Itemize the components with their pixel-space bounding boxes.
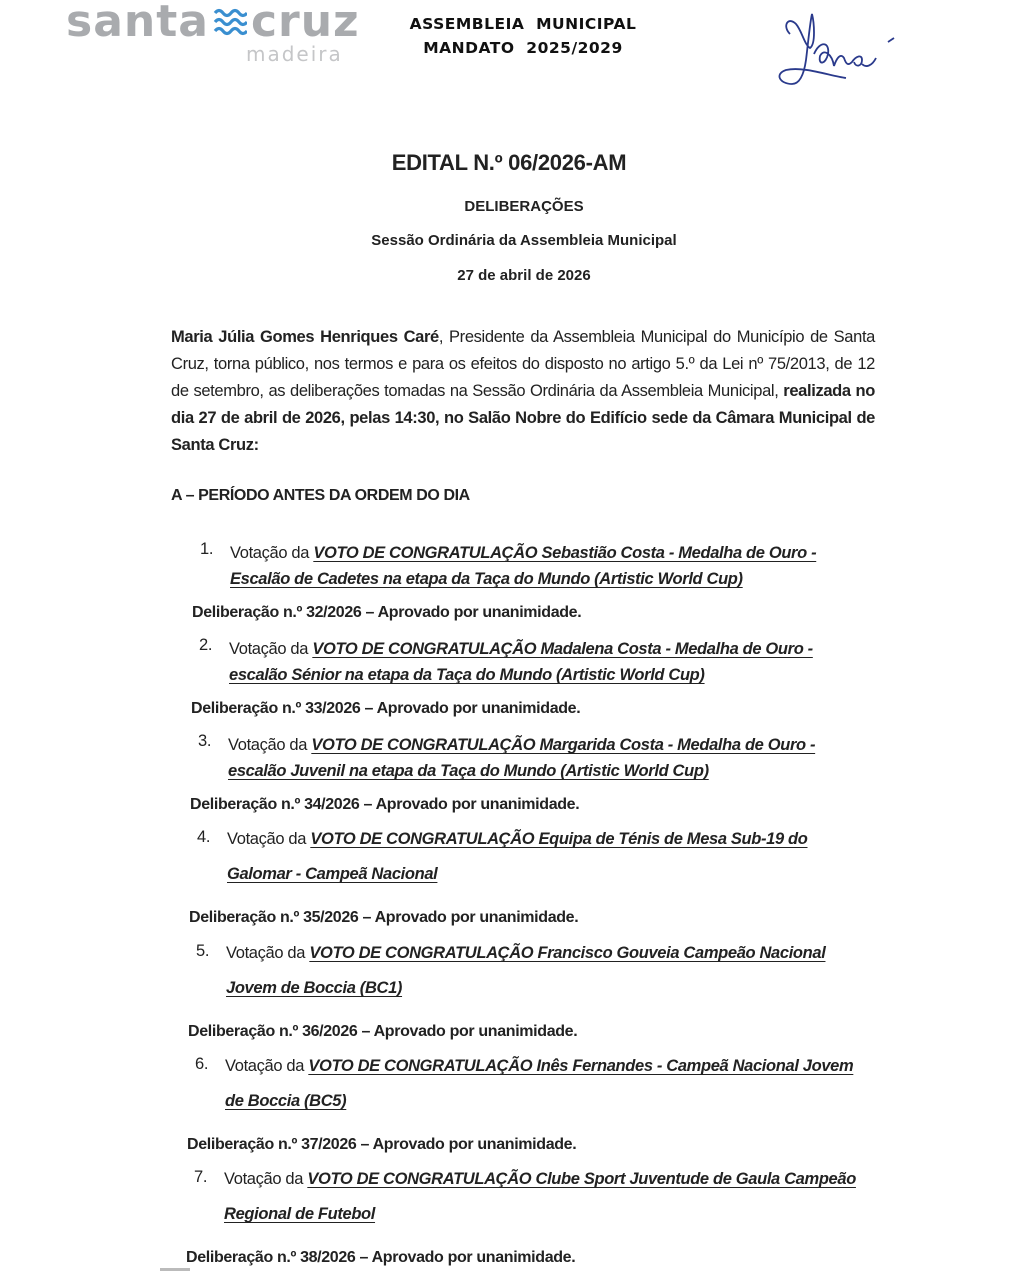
- president-name: Maria Júlia Gomes Henriques Caré: [171, 328, 439, 346]
- item-prefix: Votação da: [228, 736, 312, 754]
- waves-icon: [213, 5, 247, 39]
- item-subject: VOTO DE CONGRATULAÇÃO Inês Fernandes - Campeã Nacional Jovem de Boccia (BC5): [225, 1057, 854, 1110]
- item-prefix: Votação da: [227, 830, 311, 848]
- item-prefix: Votação da: [230, 544, 314, 562]
- item-prefix: Votação da: [224, 1170, 308, 1188]
- agenda-item: [195, 1055, 875, 1125]
- org-mandate: MANDATO 2025/2029: [423, 39, 623, 57]
- scan-artifact: [160, 1268, 190, 1271]
- item-prefix: Votação da: [226, 944, 310, 962]
- item-subject: VOTO DE CONGRATULAÇÃO Francisco Gouveia Campeão Nacional Jovem de Boccia (BC1): [226, 944, 826, 997]
- deliberation-result: Deliberação n.º 33/2026 – Aprovado por unanimidade.: [191, 700, 581, 717]
- document-title: EDITAL N.º 06/2026-AM: [391, 150, 627, 175]
- intro-bold-text: realizada no dia 27 de abril de 2026, pelas 14:30, no Salão Nobre do Edifício sede da Câmara Municipal de Santa Cruz:: [171, 382, 876, 454]
- document-subtitle: DELIBERAÇÕES: [464, 198, 584, 215]
- item-prefix: Votação da: [225, 1057, 309, 1075]
- deliberation-result: Deliberação n.º 34/2026 – Aprovado por unanimidade.: [190, 796, 580, 813]
- signature-icon: [770, 4, 910, 94]
- agenda-item: [197, 828, 877, 898]
- item-body: [229, 636, 874, 688]
- item-body: [224, 1162, 869, 1232]
- logo-subtitle: madeira: [246, 42, 343, 66]
- item-subject: VOTO DE CONGRATULAÇÃO Equipa de Ténis de Mesa Sub-19 do Galomar - Campeã Nacional: [227, 830, 808, 883]
- session-name: Sessão Ordinária da Assembleia Municipal: [371, 232, 677, 249]
- deliberation-result: Deliberação n.º 35/2026 – Aprovado por unanimidade.: [189, 909, 579, 926]
- item-subject: VOTO DE CONGRATULAÇÃO Margarida Costa - Medalha de Ouro - escalão Juvenil na etapa da Taça do Mundo (Artistic World Cup): [228, 736, 816, 780]
- item-number: 5.: [196, 942, 210, 960]
- logo-text-left: santa: [66, 0, 209, 47]
- item-number: 6.: [195, 1055, 209, 1073]
- santa-cruz-logo: [66, 0, 360, 47]
- intro-paragraph: [171, 324, 875, 459]
- item-prefix: Votação da: [229, 640, 313, 658]
- item-number: 3.: [198, 732, 212, 750]
- deliberation-result: Deliberação n.º 32/2026 – Aprovado por unanimidade.: [192, 604, 582, 621]
- org-name: ASSEMBLEIA MUNICIPAL: [409, 15, 637, 33]
- item-body: [227, 822, 872, 892]
- item-number: 7.: [194, 1168, 208, 1186]
- organization-header: [380, 12, 666, 60]
- agenda-item: [196, 942, 876, 1012]
- item-subject: VOTO DE CONGRATULAÇÃO Sebastião Costa - Medalha de Ouro - Escalão de Cadetes na etapa da Taça do Mundo (Artistic World Cup): [230, 544, 817, 588]
- item-subject: VOTO DE CONGRATULAÇÃO Madalena Costa - Medalha de Ouro - escalão Sénior na etapa da Taça do Mundo (Artistic World Cup): [229, 640, 813, 684]
- item-number: 4.: [197, 828, 211, 846]
- deliberation-result: Deliberação n.º 37/2026 – Aprovado por unanimidade.: [187, 1136, 577, 1153]
- deliberation-result: Deliberação n.º 36/2026 – Aprovado por unanimidade.: [188, 1023, 578, 1040]
- agenda-item: [198, 732, 878, 792]
- item-body: [225, 1049, 870, 1119]
- intro-text: , Presidente da Assembleia Municipal do Município de Santa Cruz, torna público, nos termos e para os efeitos do disposto no artigo 5.º da Lei nº 75/2013, de 12 de setembro, as deliberações tomadas na Sessão Ordinária da Assembleia Municipal,: [171, 328, 876, 400]
- agenda-item: [200, 540, 880, 600]
- item-number: 1.: [200, 540, 214, 558]
- item-body: [226, 936, 871, 1006]
- agenda-item: [194, 1168, 874, 1238]
- item-body: [230, 540, 875, 592]
- session-date: 27 de abril de 2026: [457, 267, 591, 284]
- logo-text-right: cruz: [250, 0, 360, 47]
- deliberation-result: Deliberação n.º 38/2026 – Aprovado por unanimidade.: [186, 1249, 576, 1266]
- item-number: 2.: [199, 636, 213, 654]
- item-body: [228, 732, 873, 784]
- item-subject: VOTO DE CONGRATULAÇÃO Clube Sport Juventude de Gaula Campeão Regional de Futebol: [224, 1170, 856, 1223]
- section-heading-a: A – PERÍODO ANTES DA ORDEM DO DIA: [171, 487, 470, 504]
- agenda-item: [199, 636, 879, 696]
